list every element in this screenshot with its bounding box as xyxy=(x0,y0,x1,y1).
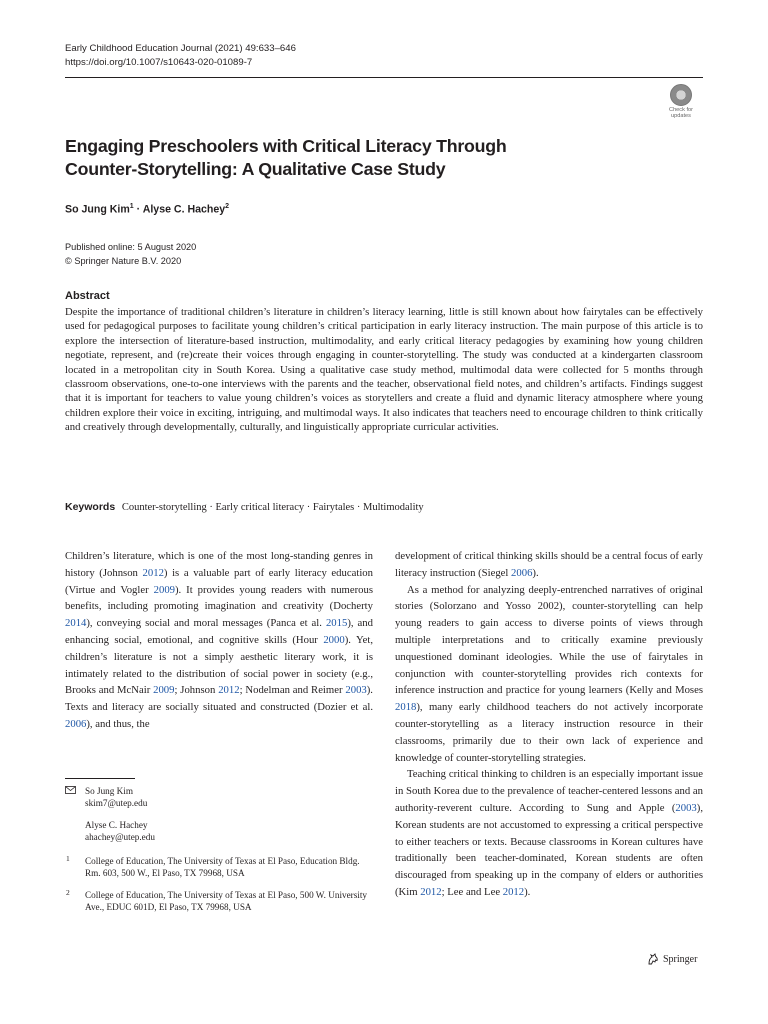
citation-link[interactable]: 2006 xyxy=(65,717,87,730)
journal-citation: Early Childhood Education Journal (2021) 49:633–646 xyxy=(65,43,296,54)
citation-link[interactable]: 2012 xyxy=(142,566,164,579)
citation-link[interactable]: 2006 xyxy=(511,566,533,579)
citation-link[interactable]: 2012 xyxy=(502,885,525,898)
paragraph: development of critical thinking skills should be a central focus of early literacy instruction (Siegel 2006). xyxy=(395,550,703,579)
body-column-left xyxy=(65,548,373,733)
footnote-email[interactable]: ahachey@utep.edu xyxy=(85,831,155,842)
affiliation-marker: 2 xyxy=(225,203,230,210)
citation-link[interactable]: 2009 xyxy=(153,684,175,697)
footnote-email[interactable]: skim7@utep.edu xyxy=(85,797,148,808)
badge-line-1: Check for xyxy=(669,107,693,113)
author-separator: · xyxy=(136,203,141,216)
citation-link[interactable]: 2012 xyxy=(218,684,240,697)
footnote-rule xyxy=(65,778,135,779)
envelope-icon xyxy=(65,786,76,794)
body-column-right xyxy=(395,548,703,901)
citation-link[interactable]: 2000 xyxy=(323,633,345,646)
affiliation-number: 1 xyxy=(66,854,70,863)
footnote-author-name: Alyse C. Hachey xyxy=(85,820,148,830)
citation-link[interactable]: 2012 xyxy=(420,885,442,898)
badge-line-2: updates xyxy=(671,113,691,120)
publisher-name: Springer xyxy=(663,953,698,965)
paragraph: As a method for analyzing deeply-entrenched narratives of original stories (Solorzano and Yosso 2002), counter-storytelling can help young readers to gain access to diverse points of views through multiple interpretations and to critically examine previously unquestioned dominant ideologies. While the use of fairytales in conjunction with counter-storytelling provides rich contexts for inference instruction and practice for young learners (Kelly and Moses 2018), many early childhood teachers do not actively incorporate counter-storytelling as a literacy instruction resource in their classrooms, primarily due to their own lack of experience and knowledge of counter-storytelling strategies. xyxy=(395,583,703,764)
affiliation-text: College of Education, The University of Texas at El Paso, 500 W. University Ave., EDUC 601D, El Paso, TX 79968, USA xyxy=(85,890,367,912)
abstract-heading: Abstract xyxy=(65,290,110,302)
author-line xyxy=(65,203,229,216)
citation-link[interactable]: 2003 xyxy=(675,801,697,814)
footnote-author-name: So Jung Kim xyxy=(85,786,133,796)
affiliation-text: College of Education, The University of Texas at El Paso, Education Bldg. Rm. 603, 500 W., El Paso, TX 79968, USA xyxy=(85,856,360,878)
affiliation-number: 2 xyxy=(66,888,70,897)
keywords-list: Counter-storytelling · Early critical literacy · Fairytales · Multimodality xyxy=(121,502,424,513)
check-for-updates-icon xyxy=(670,84,692,106)
article-title: Engaging Preschoolers with Critical Literacy Through Counter‑Storytelling: A Qualitative Case Study xyxy=(65,136,507,179)
header-rule xyxy=(65,77,703,78)
abstract-text: Despite the importance of traditional children’s literature in children’s literacy learning, little is still known about how fairytales can be effectively used for pedagogical purposes to facilitate young children’s critical participation in early literacy instruction. The main purpose of this article is to explore the intersection of literature-based instruction, multimodality, and early critical literacy pedagogies by examining how young children negotiate, represent, and (re)create their voices through engaging in counter-storytelling. The study was conducted at a kindergarten classroom located in a metropolitan city in South Korea. Using a qualitative case study method, multimodal data were collected for 5 months through classroom observations, one-to-one interviews with the parents and the teacher, observational field notes, and children’s artifacts. Findings suggest that it is important for teachers to value young children’s voices as storytellers and create a fluid and dynamic literacy atmosphere where young children explore their voice in exciting, intriguing, and multimodal ways. It also indicates that teachers need to encourage children to think critically and creatively through developmentally, culturally, and linguistically appropriate curricular activities. xyxy=(65,306,703,434)
corresponding-author xyxy=(85,786,147,809)
corresponding-author xyxy=(85,820,155,843)
citation-link[interactable]: 2018 xyxy=(395,701,417,714)
citation-link[interactable]: 2009 xyxy=(153,583,175,596)
keywords-row xyxy=(65,501,424,513)
author-name[interactable]: So Jung Kim xyxy=(65,203,130,216)
check-for-updates-badge[interactable] xyxy=(661,84,701,124)
paragraph: Teaching critical thinking to children is an especially important issue in South Korea due to the prevalence of teacher-centered lessons and an authority-reverent culture. According to Sung and Apple (2003), Korean students are not accustomed to expressing a critical perspective to either teachers or texts. Because classrooms in Korean cultures have traditionally been teacher-dominated, Korean students are often discouraged from speaking up in the company of elders or authorities (Kim 2012; Lee and Lee 2012). xyxy=(395,768,703,898)
paragraph: Children’s literature, which is one of the most long-standing genres in history (Johnson 2012) is a valuable part of early literacy education (Virtue and Vogler 2009). It provides young readers with numerous benefits, including promoting imagination and creativity (Docherty 2014), conveying social and moral messages (Panca et al. 2015), and enhancing social, emotional, and cognitive skills (Hour 2000). Yet, children’s literature is not a simply aesthetic literary work, it is intimately related to the distribution of social power in society (e.g., Brooks and McNair 2009; Johnson 2012; Nodelman and Reimer 2003). Texts and literacy are socially situated and constructed (Dozier et al. 2006), and thus, the xyxy=(65,550,373,730)
author-name[interactable]: Alyse C. Hachey xyxy=(142,203,226,216)
keywords-label: Keywords xyxy=(65,501,116,513)
citation-link[interactable]: 2003 xyxy=(345,684,367,697)
published-date: Published online: 5 August 2020 xyxy=(65,242,197,252)
doi-link[interactable]: https://doi.org/10.1007/s10643-020-01089-7 xyxy=(65,57,253,68)
copyright: © Springer Nature B.V. 2020 xyxy=(65,255,182,266)
springer-horse-icon xyxy=(647,953,659,965)
citation-link[interactable]: 2014 xyxy=(65,617,87,630)
citation-link[interactable]: 2015 xyxy=(325,617,348,630)
publisher-logo xyxy=(647,953,697,965)
publication-info xyxy=(65,241,196,268)
affiliation-marker: 1 xyxy=(129,203,134,210)
